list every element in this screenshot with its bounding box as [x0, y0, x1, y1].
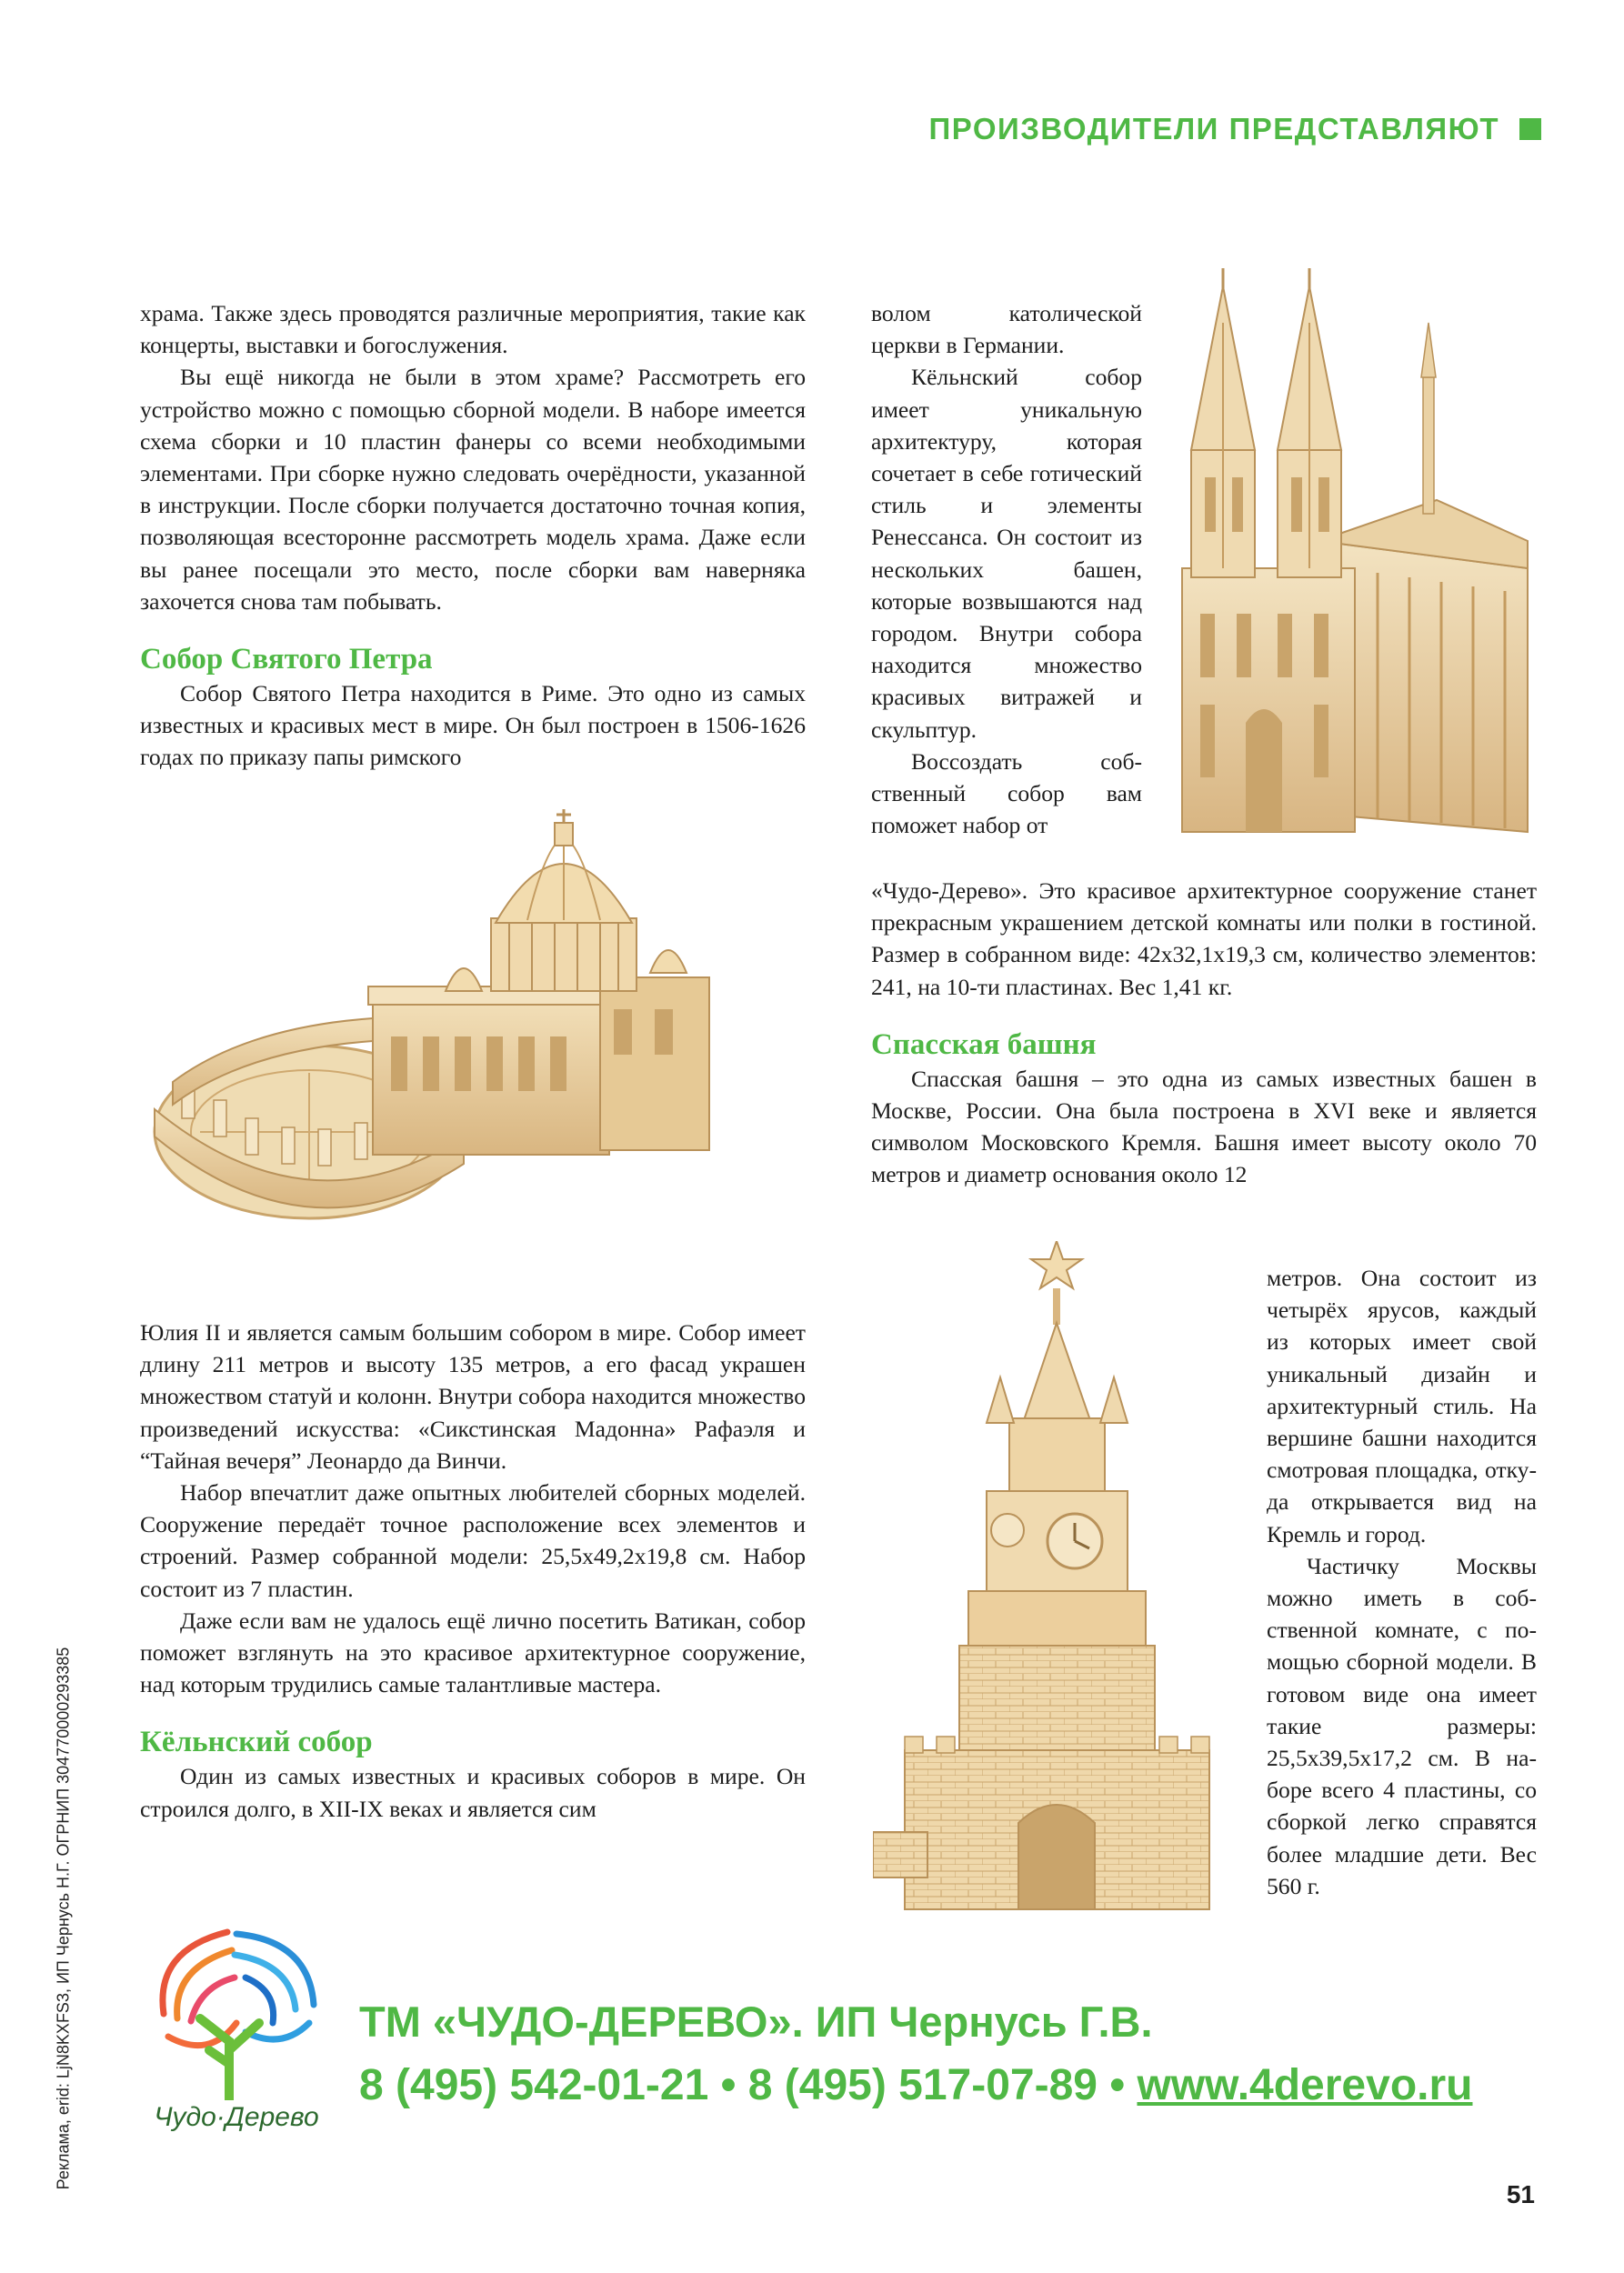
- st-peter-paragraph-1-cont: Юлия II и является самым большим собором в мире. Собор имеет длину 211 метров и высоту 135 метров, а его фасад украшен множеством статуй и колонн. Внутри собора находится множество произведений искусства: «Сикстинская Мадонна» Рафаэля и “Тайная вечеря” Леонардо да Винчи.: [140, 1319, 806, 1474]
- st-peter-paragraph-2: Набор впечатлит даже опытных любителей сборных моделей. Сооружение передаёт точное расположение всех элементов и строений. Размер собранной модели: 25,5х49,2х19,8 см. Набор состоит из 7 пластин.: [140, 1479, 806, 1602]
- spasskaya-paragraph-2: Частичку Москвы можно иметь в собственной комнате, с помощью сборной модели. В готовом виде она имеет такие размеры: 25,5х39,5х17,2 см. В наборе всего 4 пластины, со сборкой легко справятся более младшие дети. Вес 560 г.: [1267, 1552, 1537, 1899]
- advert-phones: 8 (495) 542-01-21 • 8 (495) 517-07-89 •: [359, 2061, 1138, 2109]
- advert-company-line: ТМ «ЧУДО-ДЕРЕВО». ИП Чернусь Г.В.: [359, 1998, 1153, 2046]
- right-column-narrow-bottom: [1267, 1262, 1537, 1902]
- heading-st-peter: Собор Святого Петра: [140, 643, 433, 676]
- advert-contacts-line: [359, 2060, 1472, 2110]
- logo-caption: Чудо·Дерево: [154, 2102, 319, 2132]
- section-title: ПРОИЗВОДИТЕЛИ ПРЕДСТАВЛЯЮТ: [928, 112, 1499, 145]
- spasskaya-paragraph-1a: Спасская башня – это одна из самых известных башен в Москве, России. Она была построена в XVI веке и является символом Московского Кремля. Башня имеет высоту около 70 метров и диаметр основания около 12: [871, 1065, 1537, 1188]
- page-number: 51: [1506, 2180, 1535, 2208]
- header-square-icon: [1519, 118, 1541, 140]
- chudo-derevo-logo: [127, 1914, 336, 2100]
- cologne-paragraph-3b: «Чудо-Дерево». Это красивое архитектурное сооружение станет прекрасным украшением детской комнаты или полки в гостиной. Размер в собранном виде: 42х32,1х19,3 см, количество элементов: 241, на 10-ти пластинах. Вес 1,41 кг.: [871, 877, 1537, 1000]
- st-peter-paragraph-3: Даже если вам не удалось ещё лично посетить Ватикан, собор поможет взглянуть на это красивое архитектурное сооружение, над которым трудились самые талантливые мастера.: [140, 1607, 806, 1698]
- legal-notice-text: Реклама, erid: LjN8KXFS3, ИП Чернусь Н.Г. ОГРНИП 304770000293385: [54, 1647, 73, 2190]
- right-column-wide: [871, 875, 1537, 1191]
- st-peter-model-image: [145, 809, 800, 1296]
- cologne-paragraph-1: Один из самых известных и красивых соборов в мире. Он строился долго, в XII-IX веках и является сим: [140, 1763, 806, 1822]
- cologne-paragraph-3a: Воссоздать собственный собор вам поможет набор от: [871, 747, 1142, 839]
- advert-website-link[interactable]: www.4derevo.ru: [1137, 2061, 1473, 2109]
- intro-paragraph-1: храма. Также здесь проводятся различные мероприятия, такие как концерты, выставки и богослужения.: [140, 300, 806, 359]
- left-column-top: [140, 297, 806, 774]
- left-column-bottom: [140, 1317, 806, 1825]
- cologne-cathedral-model-image: [1164, 268, 1537, 859]
- spasskaya-paragraph-1b: метров. Она состоит из четырёх ярусов, каждый из которых имеет свой уникальный дизайн и архитектурный стиль. На вершине башни находится смотровая площадка, откуда открывается вид на Кремль и город.: [1267, 1265, 1537, 1547]
- cologne-paragraph-1-cont: волом католической церкви в Германии.: [871, 300, 1142, 359]
- cologne-paragraph-2: Кёльнский собор имеет уникальную архитектуру, которая сочетает в себе готический стиль и элементы Ренессанса. Он состоит из нескольких башен, которые возвышаются над городом. Внутри собора находится множество красивых витражей и скульптур.: [871, 364, 1142, 743]
- heading-spasskaya: Спасская башня: [871, 1027, 1097, 1061]
- section-header: [929, 111, 1541, 147]
- spasskaya-tower-model-image: [873, 1241, 1241, 1923]
- intro-paragraph-2: Вы ещё никогда не были в этом храме? Рассмотреть его устройство можно с помощью сборной модели. В наборе имеется схема сборки и 10 пластин фанеры со всеми необходимыми элементами. При сборке нужно следовать очерёдности, указанной в инструкции. После сборки получается достаточно точная копия, позволяющая всесторонне рассмотреть модель храма. Даже если вы ранее посещали это место, после сборки вам наверняка захочется снова там побывать.: [140, 364, 806, 615]
- st-peter-paragraph-1: Собор Святого Петра находится в Риме. Это одно из самых известных и красивых мест в мире. Он был построен в 1506-1626 годах по приказу папы римского: [140, 680, 806, 771]
- advertising-legal-notice: [45, 1647, 82, 2190]
- right-column-narrow-top: [871, 297, 1142, 841]
- heading-cologne: Кёльнский собор: [140, 1726, 373, 1759]
